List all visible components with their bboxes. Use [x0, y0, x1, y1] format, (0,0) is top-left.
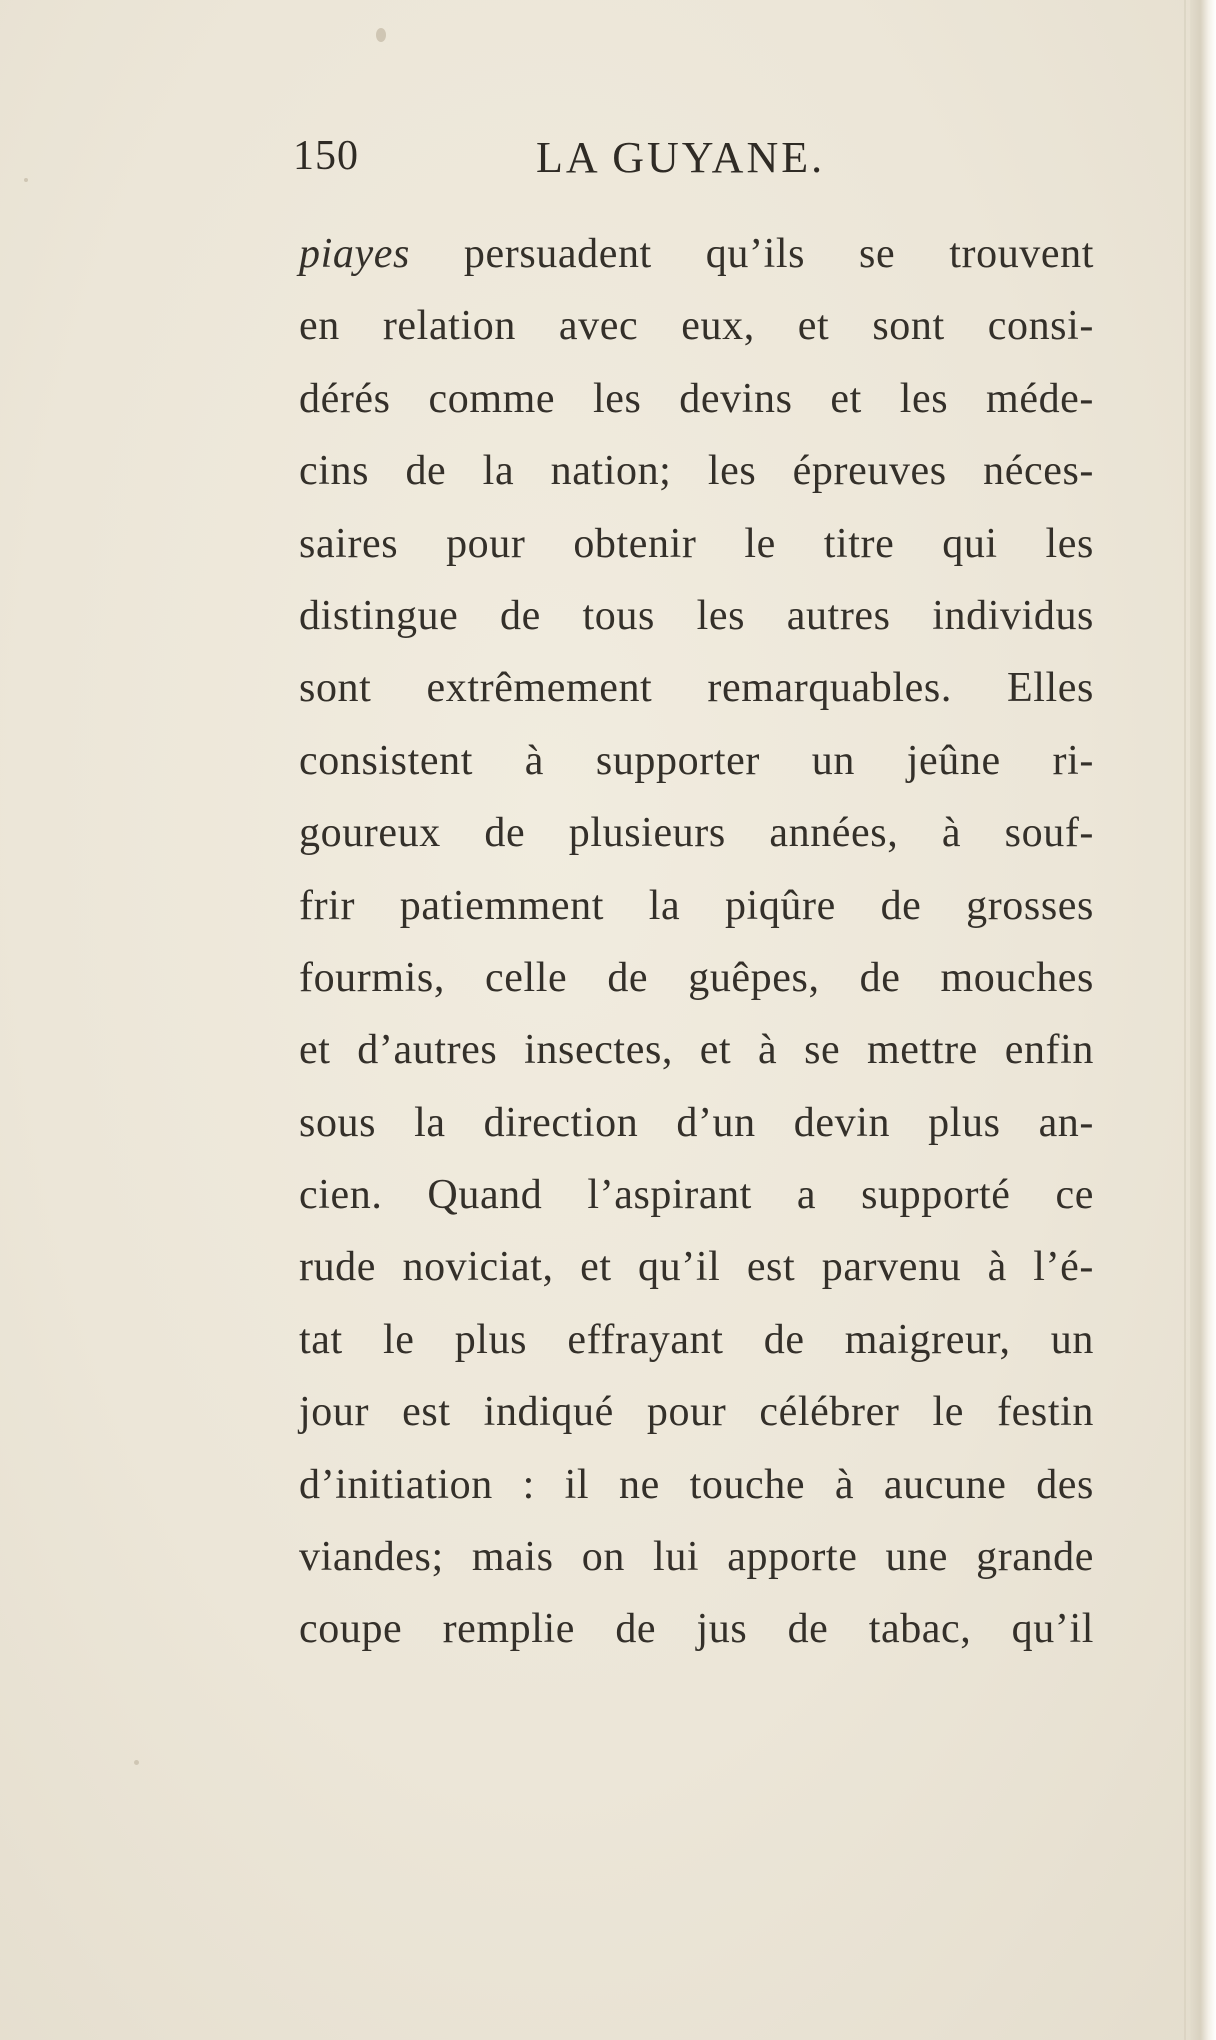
- text-line: rude noviciat, et qu’il est parvenu à l’é-: [299, 1244, 1094, 1291]
- text-line: saires pour obtenir le titre qui les: [299, 520, 1094, 567]
- text-line: en relation avec eux, et sont consi-: [299, 303, 1094, 350]
- running-header: [293, 132, 1093, 192]
- text-line: d’initiation : il ne touche à aucune des: [299, 1461, 1094, 1508]
- text-line: cins de la nation; les épreuves néces-: [299, 448, 1094, 495]
- text-line: dérés comme les devins et les méde-: [299, 375, 1094, 422]
- text-line-rest: persuadent qu’ils se trouvent: [409, 231, 1094, 277]
- paper-speck: [376, 28, 386, 42]
- paper-speck: [134, 1760, 139, 1765]
- running-title: LA GUYANE.: [536, 133, 826, 182]
- text-line: sont extrêmement remarquables. Elles: [299, 665, 1094, 712]
- text-line: fourmis, celle de guêpes, de mouches: [299, 954, 1094, 1001]
- page-edge-shadow: [1190, 0, 1216, 2040]
- text-line: cien. Quand l’aspirant a supporté ce: [299, 1172, 1094, 1219]
- text-line: jour est indiqué pour célébrer le festin: [299, 1389, 1094, 1436]
- text-line: viandes; mais on lui apporte une grande: [299, 1534, 1094, 1581]
- text-line: [299, 218, 1094, 290]
- text-line: goureux de plusieurs années, à souf-: [299, 810, 1094, 857]
- page-number: 150: [293, 133, 359, 179]
- text-line: consistent à supporter un jeûne ri-: [299, 737, 1094, 784]
- text-line: distingue de tous les autres individus: [299, 592, 1094, 639]
- text-line: sous la direction d’un devin plus an-: [299, 1099, 1094, 1146]
- text-line: et d’autres insectes, et à se mettre enfin: [299, 1027, 1094, 1074]
- body-text: [299, 218, 1094, 1666]
- text-line: tat le plus effrayant de maigreur, un: [299, 1316, 1094, 1363]
- page-edge-line: [1184, 0, 1186, 2040]
- paper-speck: [24, 178, 28, 182]
- italic-word: piayes: [299, 231, 410, 277]
- text-line: coupe remplie de jus de tabac, qu’il: [299, 1606, 1094, 1653]
- text-line: frir patiemment la piqûre de grosses: [299, 882, 1094, 929]
